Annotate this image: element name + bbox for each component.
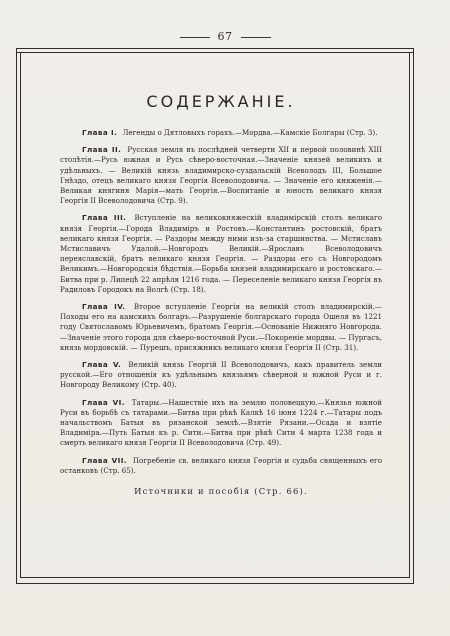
chapter-summary: Великiй князь Георгiй II Всеволодовичъ, какъ правитель земли русской.—Его отношенiя къ удѣльнымъ князьямъ сѣверной и южной Руси и г. Новгороду Великому (Стр. 40). <box>60 360 382 390</box>
chapter-label: Глава VI. <box>82 397 125 407</box>
frame-rule-bottom-inner <box>20 577 410 578</box>
frame-rule-top-inner <box>16 52 414 53</box>
chapter-summary: Легенды о Дятловыхъ горахъ.—Мордва.—Камскiе Болгары (Стр. 3). <box>122 128 378 137</box>
frame-rule-right-inner <box>409 52 410 578</box>
frame-rule-left-inner <box>20 52 21 578</box>
frame-rule-right <box>413 48 414 584</box>
toc-entry-chapter-3 <box>60 213 382 295</box>
chapter-label: Глава I. <box>82 128 118 137</box>
chapter-label: Глава V. <box>82 360 122 370</box>
table-of-contents <box>60 92 382 496</box>
page-number: 67 <box>0 30 450 43</box>
frame-rule-top <box>16 48 414 49</box>
chapter-summary: Погребенiе св. великаго князя Георгiя и судьба священныхъ его останковъ (Стр. 65). <box>60 455 382 475</box>
chapter-label: Глава VII. <box>82 455 127 465</box>
chapter-label: Глава II. <box>82 145 122 155</box>
toc-entry-chapter-5 <box>60 360 382 391</box>
toc-entry-chapter-6 <box>60 398 382 449</box>
sources-entry: Источники и пособiя (Стр. 66). <box>134 486 308 497</box>
frame-rule-left <box>16 48 17 584</box>
chapter-summary: Вступленiе на великокняжескiй владимiрскiй столъ великаго князя Георгiя.—Города Владимiръ и Ростовъ.—Константинъ ростовскiй, братъ великаго князя Георгiя. — Раздоры между ними изъ-за старшинства. — Мстиславъ Мстиславичъ Удалой.—Новгородъ Великiй.—Ярославъ Всеволодовичъ переяславскiй, братъ великаго князя Георгiя. — Раздоры его съ Новгородомъ Великимъ.—Новгородскiя бѣдствiя.—Борьба князей владимирскаго и ростовскаго.—Битва при р. Липецѣ 22 апрѣля 1216 года. — Переселенiе великаго князя Георгiя въ Радиловъ Городокъ на Волгѣ (Стр. 18). <box>60 213 382 294</box>
chapter-summary: Второе вступленiе Георгiя на великiй столъ владимирскiй.—Походы его на камскихъ болгаръ.—Разрушенiе болгарскаго города Ошеля въ 1221 году Святославомъ Юрьевичемъ, братомъ Георгiя.—Основанiе Нижняго Новгорода.—Значенiе этого города для сѣверо-восточной Руси.—Покоренiе мордвы. — Пургасъ, князь мордовскiй. — Пурешъ, присяжникъ великаго князя Георгiя II (Стр. 31). <box>60 302 382 352</box>
chapter-label: Глава III. <box>82 213 127 223</box>
toc-title: СОДЕРЖАНIЕ. <box>146 92 296 111</box>
chapter-label: Глава IV. <box>82 302 126 312</box>
toc-entry-chapter-1 <box>60 128 382 138</box>
toc-entry-chapter-2 <box>60 145 382 206</box>
frame-rule-bottom <box>16 583 414 584</box>
chapter-summary: Русская земля въ послѣдней четверти XII и первой половинѣ XIII столѣтiя.—Русь южная и Русь сѣверо-восточная.—Значенiе князей великихъ и удѣльныхъ. — Великiй князь владимирско-суздальскiй Всеволодъ III, Большое Гнѣздо, отецъ великаго князя Георгiя Всеволодовича. — Значенiе его княженiя.—Великая княгиня Марiя—мать Георгiя.—Воспитанiе и юность великаго князя Георгiя II Всеволодовича (Стр. 9). <box>60 145 382 206</box>
toc-entry-chapter-4 <box>60 302 382 353</box>
chapter-summary: Татары.—Нашествiе ихъ на землю половецкую.—Князья южной Руси въ борьбѣ съ татарами.—Битва при рѣкѣ Калкѣ 16 iюня 1224 г.—Татары подъ начальствомъ Батыя въ рязанской землѣ.—Взятiе Рязани.—Осада и взятiе Владимiра.—Путь Батыя къ р. Сити.—Битва при рѣкѣ Сити 4 марта 1238 года и смерть великаго князя Георгiя II Всеволодовича (Стр. 49). <box>60 397 382 448</box>
toc-entry-chapter-7 <box>60 456 382 476</box>
